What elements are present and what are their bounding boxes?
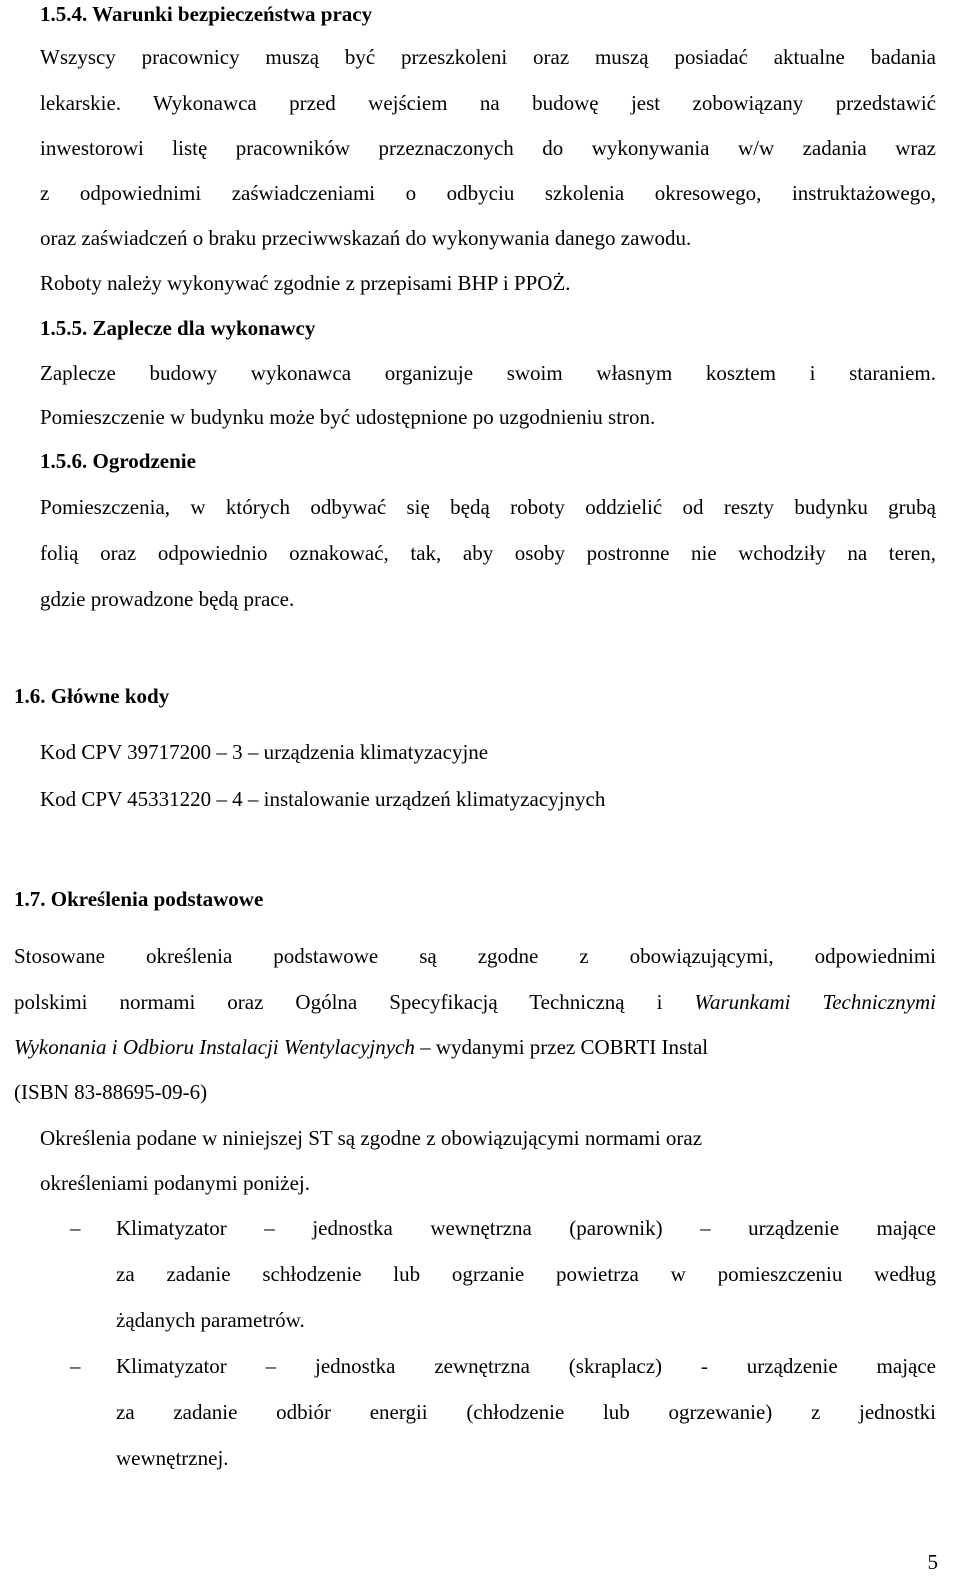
- paragraph-line: oraz zaświadczeń o braku przeciwwskazań do wykonywania danego zawodu.: [40, 226, 692, 250]
- paragraph-line: gdzie prowadzone będą prace.: [40, 587, 295, 611]
- heading-1-6: 1.6. Główne kody: [14, 684, 170, 708]
- list-dash: –: [70, 1354, 81, 1378]
- paragraph-line: folią oraz odpowiednio oznakować, tak, aby osoby postronne nie wchodziły na teren,: [40, 541, 936, 565]
- list-item-line: żądanych parametrów.: [116, 1308, 305, 1332]
- list-item-line: Klimatyzator – jednostka wewnętrzna (parownik) – urządzenie mające: [116, 1216, 936, 1240]
- text-span: polskimi normami oraz Ogólna Specyfikacją Techniczną i: [14, 990, 695, 1014]
- list-item-line: za zadanie odbiór energii (chłodzenie lub ogrzewanie) z jednostki: [116, 1400, 936, 1424]
- page-number: 5: [927, 1550, 938, 1574]
- paragraph-line: [14, 990, 936, 1014]
- paragraph-line: Pomieszczenia, w których odbywać się będą roboty oddzielić od reszty budynku grubą: [40, 495, 936, 519]
- paragraph-line: Stosowane określenia podstawowe są zgodne z obowiązującymi, odpowiednimi: [14, 944, 936, 968]
- heading-1-5-6: 1.5.6. Ogrodzenie: [40, 449, 196, 473]
- paragraph-line: lekarskie. Wykonawca przed wejściem na budowę jest zobowiązany przedstawić: [40, 91, 936, 115]
- paragraph-line: inwestorowi listę pracowników przeznaczonych do wykonywania w/w zadania wraz: [40, 136, 936, 160]
- paragraph-line: Wszyscy pracownicy muszą być przeszkoleni oraz muszą posiadać aktualne badania: [40, 45, 936, 69]
- paragraph-line: Zaplecze budowy wykonawca organizuje swoim własnym kosztem i staraniem.: [40, 361, 936, 385]
- paragraph-line: z odpowiednimi zaświadczeniami o odbyciu szkolenia okresowego, instruktażowego,: [40, 181, 936, 205]
- heading-1-5-5: 1.5.5. Zaplecze dla wykonawcy: [40, 316, 316, 340]
- list-item-line: wewnętrznej.: [116, 1446, 229, 1470]
- list-item-line: Klimatyzator – jednostka zewnętrzna (skraplacz) - urządzenie mające: [116, 1354, 936, 1378]
- heading-1-7: 1.7. Określenia podstawowe: [14, 887, 264, 911]
- paragraph-line: Roboty należy wykonywać zgodnie z przepisami BHP i PPOŻ.: [40, 271, 571, 295]
- paragraph-line: [14, 1035, 708, 1059]
- paragraph-line: Określenia podane w niniejszej ST są zgodne z obowiązującymi normami oraz: [40, 1126, 703, 1150]
- text-span: – wydanymi przez COBRTI Instal: [414, 1035, 709, 1059]
- paragraph-line: Pomieszczenie w budynku może być udostępnione po uzgodnieniu stron.: [40, 405, 656, 429]
- heading-1-5-4: 1.5.4. Warunki bezpieczeństwa pracy: [40, 2, 373, 26]
- list-item-line: za zadanie schłodzenie lub ogrzanie powietrza w pomieszczeniu według: [116, 1262, 936, 1286]
- italic-title-span: Wykonania i Odbioru Instalacji Wentylacyjnych: [14, 1035, 415, 1059]
- list-dash: –: [70, 1216, 81, 1240]
- cpv-code-line: Kod CPV 39717200 – 3 – urządzenia klimatyzacyjne: [40, 740, 489, 764]
- cpv-code-line: Kod CPV 45331220 – 4 – instalowanie urządzeń klimatyzacyjnych: [40, 787, 606, 811]
- paragraph-line: określeniami podanymi poniżej.: [40, 1171, 311, 1195]
- paragraph-line: (ISBN 83-88695-09-6): [14, 1080, 208, 1104]
- italic-title-span: Warunkami Technicznymi: [694, 990, 936, 1014]
